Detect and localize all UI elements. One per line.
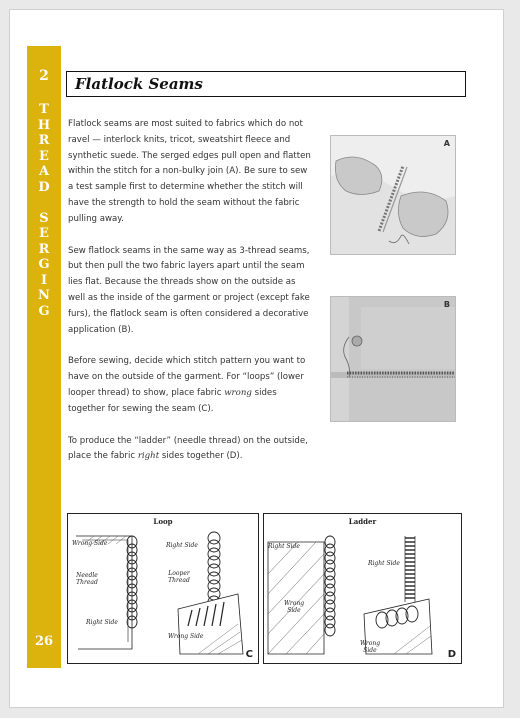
paragraph-text: Flatlock seams are most suited to fabrics which do not ravel — interlock knits, tricot, sweatshirt fleece and synthetic suede. The serged edges pull open and flatten within the stitch for a non-bulky join (A). Be sure to sew a test sample first to determine whether the stitch will have the strength to hold the seam without the fabric pulling away. xyxy=(68,119,311,224)
page-title: Flatlock Seams xyxy=(75,75,203,93)
chapter-title-letter: G xyxy=(38,303,50,319)
emphasis-text: wrong xyxy=(224,387,252,398)
body-paragraph xyxy=(68,434,313,466)
loop-label-right-side-top: Right Side xyxy=(166,542,198,549)
loop-title: Loop xyxy=(153,517,173,526)
chapter-title-letter: N xyxy=(38,288,50,303)
loop-label-right-side-bottom: Right Side xyxy=(86,619,118,626)
ladder-title: Ladder xyxy=(348,517,377,526)
body-text xyxy=(68,117,313,481)
diagram-loop xyxy=(67,513,259,664)
chapter-title-letter: A xyxy=(38,164,50,179)
paragraph-text: sides together (D). xyxy=(159,451,243,462)
chapter-title-letter: G xyxy=(38,257,50,272)
body-paragraph xyxy=(68,244,313,339)
chapter-sidebar xyxy=(27,46,61,668)
loop-label-wrong-side-bottom: Wrong Side xyxy=(168,633,204,640)
chapter-title-letter: H xyxy=(37,117,51,133)
photo-b xyxy=(330,296,456,422)
ladder-label-right-side-left: Right Side xyxy=(268,543,300,550)
paragraph-text: sides together for sewing the seam (C). xyxy=(68,387,277,414)
diagram-d-letter: D xyxy=(447,649,456,660)
chapter-title-letter xyxy=(27,195,61,211)
photo-a-label: A xyxy=(443,139,450,148)
ladder-label-wrong-side-bottom: Wrong Side xyxy=(360,640,381,654)
body-paragraph xyxy=(68,117,313,228)
chapter-title-letter: E xyxy=(39,148,49,164)
loop-diagram-drawing xyxy=(68,514,258,663)
chapter-title-letter: I xyxy=(40,272,48,288)
chapter-title-letter: R xyxy=(38,133,50,148)
photo-a xyxy=(330,135,456,255)
photo-b-illustration xyxy=(331,297,455,421)
ladder-label-right-side-right: Right Side xyxy=(368,560,400,567)
chapter-title-letter: E xyxy=(39,226,49,241)
photo-b-label: B xyxy=(443,300,450,309)
body-paragraph xyxy=(68,354,313,417)
loop-label-wrong-side-top: Wrong Side xyxy=(72,540,108,547)
loop-label-looper-thread: Looper Thread xyxy=(168,570,190,584)
paragraph-text: Before sewing, decide which stitch pattern you want to have on the outside of the garment. For “loops” (lower looper thread) to show, place fabric xyxy=(68,356,306,398)
chapter-title xyxy=(27,102,61,319)
photo-a-illustration xyxy=(331,136,455,254)
paragraph-text: To produce the “ladder” (needle thread) on the outside, place the fabric xyxy=(68,435,308,462)
chapter-title-letter: R xyxy=(38,241,50,257)
paragraph-text: Sew flatlock seams in the same way as 3-thread seams, but then pull the two fabric layers apart until the seam lies flat. Because the threads show on the outside as well as the inside of the garment or project (except fake furs), the flatlock seam is often considered a decorative application (B). xyxy=(68,245,310,335)
chapter-title-letter: T xyxy=(39,102,49,117)
emphasis-text: right xyxy=(137,451,160,462)
ladder-label-wrong-side-mid: Wrong Side xyxy=(283,600,305,614)
page-number: 26 xyxy=(34,634,54,649)
chapter-title-letter: S xyxy=(39,210,49,226)
chapter-title-letter: D xyxy=(38,179,50,195)
diagram-c-letter: C xyxy=(245,649,253,660)
loop-label-needle-thread: Needle Thread xyxy=(76,572,98,586)
title-box xyxy=(66,71,466,97)
chapter-number: 2 xyxy=(39,68,49,84)
diagram-ladder xyxy=(263,513,462,664)
